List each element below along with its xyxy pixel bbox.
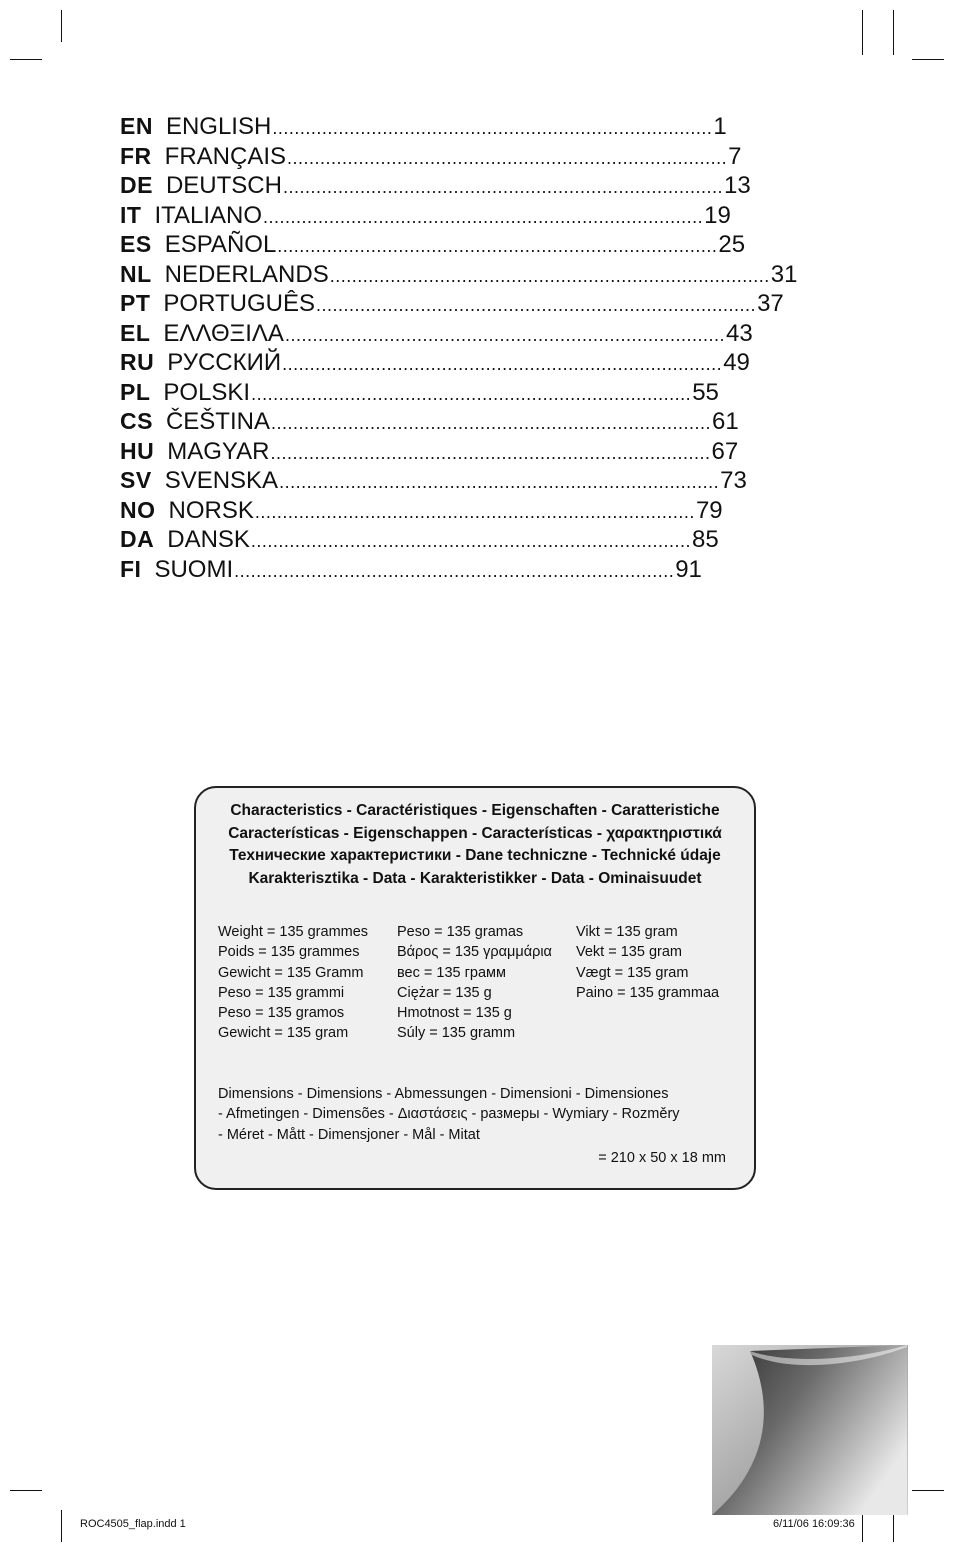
page-number: 37 xyxy=(757,290,784,317)
page-number: 7 xyxy=(728,142,742,170)
characteristics-box xyxy=(194,786,756,1190)
language-code: CS xyxy=(120,408,153,434)
toc-entry xyxy=(120,112,727,142)
toc-entry xyxy=(120,378,719,408)
language-name: SVENSKA xyxy=(164,467,279,494)
page-number: 85 xyxy=(692,526,719,553)
language-name: NEDERLANDS xyxy=(164,260,329,288)
leader-dots: ................................................................................ xyxy=(250,531,691,551)
dimensions-line: - Afmetingen - Dimensões - Διαστάσεις - размеры - Wymiary - Rozměry xyxy=(218,1106,680,1123)
language-code: SV xyxy=(120,467,152,493)
page-number: 25 xyxy=(718,231,746,258)
leader-dots: ................................................................................ xyxy=(282,177,724,197)
toc-entry xyxy=(120,201,731,231)
toc-entry xyxy=(120,319,753,349)
weight-line: Gewicht = 135 gram xyxy=(218,1025,349,1042)
language-name: NORSK xyxy=(168,496,254,524)
weight-line: Peso = 135 gramos xyxy=(218,1005,345,1022)
crop-mark xyxy=(912,59,944,60)
language-code: FI xyxy=(120,555,142,582)
page-number: 79 xyxy=(695,496,723,524)
language-code: HU xyxy=(120,437,155,464)
weight-line: Poids = 135 grammes xyxy=(218,944,360,961)
weight-line: Gewicht = 135 Gramm xyxy=(218,964,364,981)
page-number: 43 xyxy=(726,319,753,347)
weight-line: Vekt = 135 gram xyxy=(576,944,682,961)
toc-entry xyxy=(120,466,747,496)
page-number: 67 xyxy=(711,437,739,465)
language-code: PL xyxy=(120,378,151,405)
weight-line: вес = 135 грамм xyxy=(397,964,506,981)
file-slug: ROC4505_flap.indd 1 xyxy=(80,1518,186,1530)
toc-entry xyxy=(120,437,739,467)
page-curl-icon xyxy=(710,1345,910,1515)
timestamp-slug: 6/11/06 16:09:36 xyxy=(773,1518,855,1530)
language-name: POLSKI xyxy=(163,378,251,406)
toc-entry xyxy=(120,407,739,437)
language-code: FR xyxy=(120,142,152,169)
language-name: MAGYAR xyxy=(167,437,270,465)
crop-mark xyxy=(10,1490,42,1491)
language-code: EL xyxy=(120,319,151,346)
leader-dots: ................................................................................ xyxy=(287,147,728,168)
crop-mark xyxy=(862,10,863,55)
page-number: 1 xyxy=(713,113,727,140)
language-code: RU xyxy=(120,349,155,375)
toc-entry xyxy=(120,171,751,201)
page-number: 61 xyxy=(712,408,739,435)
weight-line: Hmotnost = 135 g xyxy=(397,1005,512,1022)
heading-line: Características - Eigenschappen - Características - χαρακτηριστικά xyxy=(228,824,722,842)
language-name: DANSK xyxy=(167,526,250,553)
leader-dots: ................................................................................ xyxy=(234,560,675,581)
leader-dots: ................................................................................ xyxy=(270,413,712,433)
leader-dots: ................................................................................ xyxy=(279,472,720,492)
weight-list xyxy=(218,922,746,1044)
language-code: EN xyxy=(120,113,153,139)
leader-dots: ................................................................................ xyxy=(263,206,704,227)
leader-dots: ................................................................................ xyxy=(277,236,718,256)
language-code: NO xyxy=(120,496,156,523)
weight-line: Weight = 135 grammes xyxy=(218,924,369,940)
weight-line: Ciężar = 135 g xyxy=(397,984,492,1001)
language-code: ES xyxy=(120,231,152,257)
leader-dots: ................................................................................ xyxy=(284,324,726,345)
toc-entry xyxy=(120,525,719,555)
language-name: FRANÇAIS xyxy=(164,142,287,170)
page-number: 19 xyxy=(704,201,731,229)
toc-entry xyxy=(120,230,746,260)
language-code: DA xyxy=(120,526,155,552)
toc-entry xyxy=(120,260,798,290)
weight-column xyxy=(218,922,397,1044)
crop-mark xyxy=(10,59,42,60)
language-name: ESPAÑOL xyxy=(164,231,277,258)
leader-dots: ................................................................................ xyxy=(251,383,692,404)
page-number: 73 xyxy=(720,467,747,494)
crop-mark xyxy=(61,10,62,42)
toc-entry xyxy=(120,555,702,585)
crop-mark xyxy=(61,1510,62,1542)
dimensions-line: Dimensions - Dimensions - Abmessungen - Dimensioni - Dimensiones xyxy=(218,1086,669,1102)
heading-line: Karakterisztika - Data - Karakteristikker - Data - Ominaisuudet xyxy=(248,869,702,887)
language-name: ITALIANO xyxy=(154,201,263,229)
language-code: NL xyxy=(120,260,152,287)
leader-dots: ................................................................................ xyxy=(272,118,713,138)
leader-dots: ................................................................................ xyxy=(254,501,695,522)
weight-line: Peso = 135 grammi xyxy=(218,984,345,1001)
language-name: PORTUGUÊS xyxy=(163,290,315,317)
leader-dots: ................................................................................ xyxy=(282,354,723,374)
dimensions-line: - Méret - Mått - Dimensjoner - Mål - Mitat xyxy=(218,1126,480,1143)
weight-line: Peso = 135 gramas xyxy=(397,924,524,940)
language-name: ČEŠTINA xyxy=(165,408,270,435)
weight-line: Βάρος = 135 γραμμάρια xyxy=(397,944,552,961)
dimensions-label xyxy=(218,1084,680,1145)
language-contents xyxy=(120,112,798,584)
crop-mark xyxy=(893,10,894,55)
language-name: SUOMI xyxy=(154,555,234,583)
language-code: DE xyxy=(120,172,153,198)
page-number: 91 xyxy=(675,555,702,583)
language-code: PT xyxy=(120,290,151,316)
language-name: DEUTSCH xyxy=(165,172,282,199)
language-code: IT xyxy=(120,201,142,228)
toc-entry xyxy=(120,142,742,172)
crop-mark xyxy=(912,1490,944,1491)
dimensions-value: = 210 x 50 x 18 mm xyxy=(598,1150,726,1166)
page-number: 13 xyxy=(724,172,751,199)
heading-line: Characteristics - Caractéristiques - Eigenschaften - Caratteristiche xyxy=(230,802,720,819)
toc-entry xyxy=(120,289,784,319)
toc-entry xyxy=(120,496,723,526)
page-number: 55 xyxy=(692,378,719,406)
weight-line: Vægt = 135 gram xyxy=(576,964,689,981)
weight-line: Súly = 135 gramm xyxy=(397,1025,516,1042)
language-name: РУССКИЙ xyxy=(167,349,282,376)
weight-column xyxy=(576,922,746,1044)
language-name: ENGLISH xyxy=(165,113,272,140)
leader-dots: ................................................................................ xyxy=(329,265,770,286)
page-number: 49 xyxy=(723,349,750,376)
weight-column xyxy=(397,922,576,1044)
page-number: 31 xyxy=(770,260,798,288)
weight-line: Vikt = 135 gram xyxy=(576,924,678,940)
characteristics-heading xyxy=(196,800,754,890)
language-name: ΕΛΛΘΞΙΛΑ xyxy=(163,319,284,347)
heading-line: Технические характеристики - Dane techniczne - Technické údaje xyxy=(229,847,721,864)
weight-line: Paino = 135 grammaa xyxy=(576,984,720,1001)
toc-entry xyxy=(120,348,750,378)
leader-dots: ................................................................................ xyxy=(315,295,757,315)
leader-dots: ................................................................................ xyxy=(270,442,711,463)
